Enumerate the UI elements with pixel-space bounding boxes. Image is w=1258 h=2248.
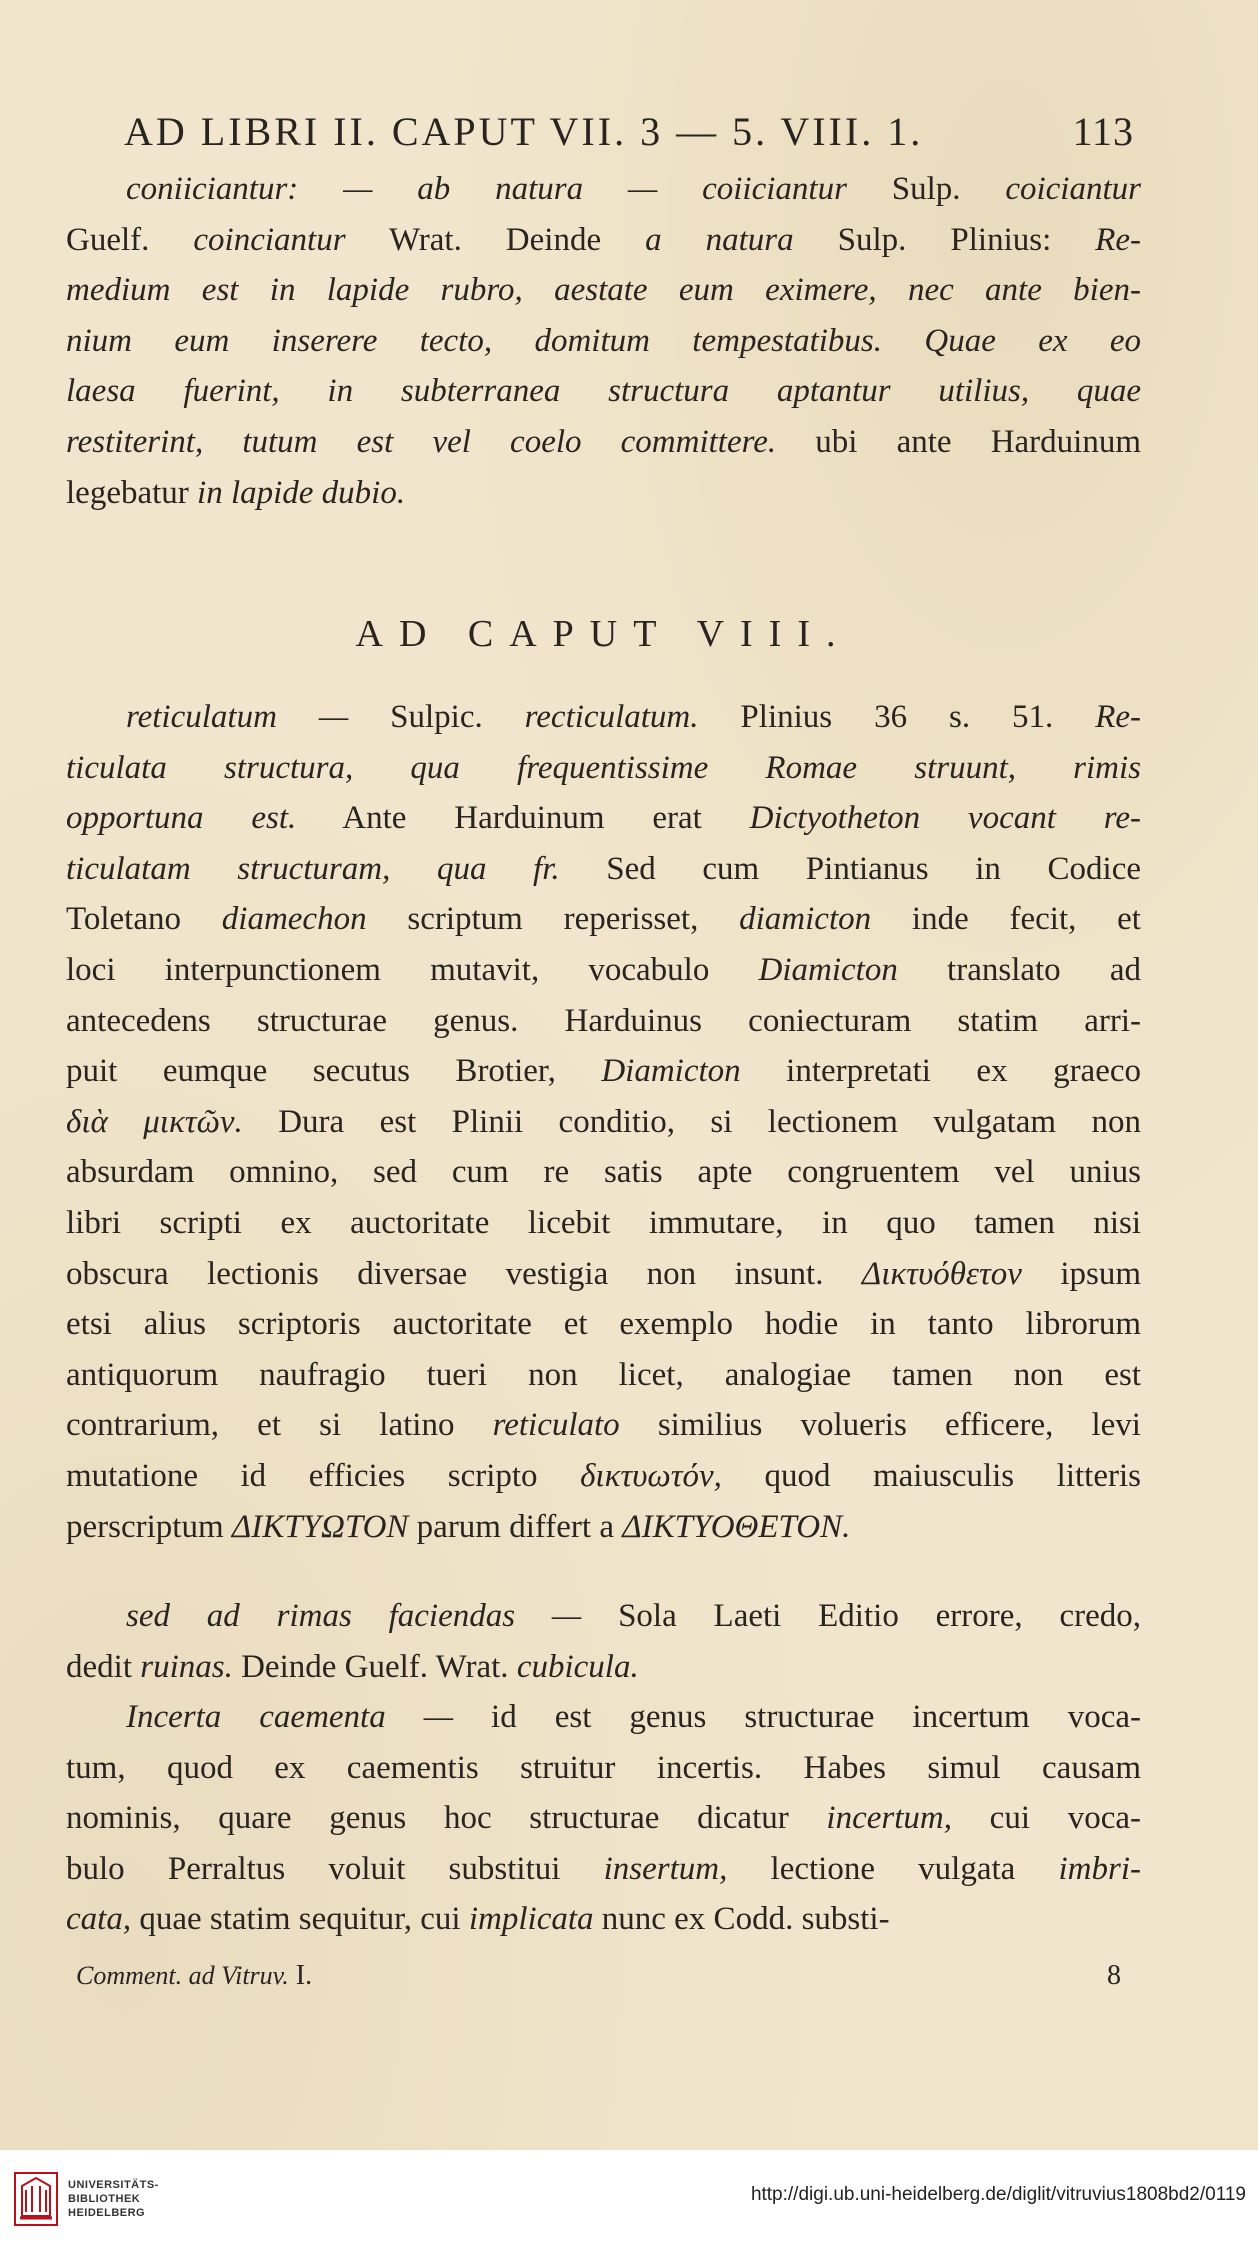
library-name [68,2178,159,2220]
paragraph-incerta-caementa [66,1692,1141,1945]
italic-text: in lapide dubio. [197,474,406,511]
text-line [66,316,1141,367]
italic-text: diamicton [739,901,872,938]
italic-text: Δικτυόθετον [861,1255,1022,1292]
page-content [66,0,1146,2150]
library-name-line3: HEIDELBERG [68,2207,146,2219]
roman-text: inde fecit, et [871,901,1141,938]
italic-text: ruinas. [140,1648,233,1685]
roman-text: absurdam omnino, sed cum re satis apte congruentem vel unius [66,1154,1141,1191]
italic-text: diamechon [221,901,367,938]
italic-text: δικτυωτόν, [580,1457,722,1494]
italic-text: Incerta caementa — [126,1699,454,1735]
text-line [66,1844,1141,1895]
roman-text: loci interpunctionem mutavit, vocabulo [66,951,759,988]
italic-text: διὰ μικτῶν. [66,1103,243,1140]
text-line [66,265,1141,316]
italic-text: Diamicton [758,951,898,988]
library-footer-bar [0,2150,1258,2248]
roman-text: puit eumque secutus Brotier, [66,1053,602,1090]
roman-text: Guelf. [66,221,194,258]
italic-text: ticulatam structuram, qua fr. [66,850,560,887]
text-line [66,1743,1141,1794]
text-line [66,1642,1141,1693]
text-line [66,1591,1141,1642]
library-seal-icon [14,2172,58,2226]
roman-text: legebatur [66,474,198,511]
italic-text: insertum, [603,1850,728,1887]
roman-text: Deinde Guelf. Wrat. [232,1648,517,1685]
roman-text: antecedens structurae genus. Harduinus coniecturam statim arri- [66,1002,1141,1039]
roman-text: quod maiusculis litteris [721,1457,1141,1494]
signature-line [76,1960,312,1992]
signature-italic: Comment. ad Vitruv. [76,1961,289,1990]
roman-text: translato ad [897,951,1142,988]
text-line [66,1894,1141,1945]
roman-text: Ante Harduinum erat [296,800,750,837]
library-name-line2: BIBLIOTHEK [68,2193,141,2205]
roman-text: Sulpic. [348,699,525,735]
roman-text: bulo Perraltus voluit substitui [66,1850,604,1887]
italic-text: cubicula. [516,1648,639,1685]
roman-text: Wrat. Deinde [345,221,646,258]
roman-text: obscura lectionis diversae vestigia non insunt. [66,1255,862,1292]
text-line [66,743,1141,794]
paragraph-reticulatum [66,692,1141,1552]
source-url-link[interactable]: http://digi.ub.uni-heidelberg.de/diglit/vitruvius1808bd2/0119 [750,2184,1246,2205]
italic-text: imbri- [1058,1850,1142,1887]
roman-text: antiquorum naufragio tueri non licet, analogiae tamen non est [66,1356,1141,1393]
italic-text: reticulato [492,1407,620,1444]
text-line [66,215,1141,266]
roman-text: Toletano [66,901,222,938]
italic-text: implicata [468,1901,594,1938]
page-number: 113 [1072,109,1134,154]
italic-text: a natura [645,221,794,258]
roman-text: scriptum reperisset, [366,901,740,938]
text-line [66,996,1141,1047]
text-line [66,1147,1141,1198]
roman-text: Sed cum Pintianus in Codice [559,850,1141,887]
roman-text: ubi ante Harduinum [776,423,1142,460]
roman-text: lectione vulgata [727,1850,1059,1887]
text-line [66,894,1141,945]
italic-text: coiciantur [1005,171,1141,207]
italic-text: nium eum inserere tecto, domitum tempestatibus. Quae ex eo [66,322,1141,359]
roman-text: tum, quod ex caementis struitur incertis. Habes simul causam [66,1749,1141,1786]
page-footer [76,1960,1121,1992]
text-line [66,1198,1141,1249]
text-line [66,692,1141,743]
section-title: AD CAPUT VIII. [355,613,852,655]
roman-text: Sulp. Plinius: [793,221,1096,258]
library-name-line1: UNIVERSITÄTS- [68,2179,159,2191]
text-line [66,945,1141,996]
italic-text: Dictyotheton vocant re- [749,800,1141,837]
roman-text: nominis, quare genus hoc structurae dicatur [66,1800,827,1837]
roman-text: interpretati ex graeco [740,1053,1141,1090]
text-line [66,1692,1141,1743]
italic-text: recticulatum. [524,699,699,735]
text-line [66,1400,1141,1451]
italic-text: ΔΙΚΤΥΟΘΕΤΟΝ. [622,1508,851,1545]
roman-text: dedit [66,1648,141,1685]
text-line [66,1451,1141,1502]
italic-text: opportuna est. [66,800,297,837]
text-line [66,1046,1141,1097]
italic-text: reticulatum — [126,699,349,735]
text-line [66,468,1141,519]
signature-volume: I. [295,1960,313,1991]
italic-text: Re- [1095,699,1142,735]
text-line [66,1350,1141,1401]
roman-text: similius volueris efficere, levi [619,1407,1141,1444]
italic-text: medium est in lapide rubro, aestate eum eximere, nec ante bien- [66,272,1141,309]
text-line [66,417,1141,468]
text-line [66,164,1141,215]
text-line [66,366,1141,417]
signature-mark: 8 [1107,1960,1121,1991]
roman-text: parum differt a [408,1508,623,1545]
roman-text: Sola Laeti Editio errore, credo, [581,1598,1141,1634]
text-line [66,1793,1141,1844]
italic-text: Re- [1095,221,1142,258]
italic-text: coinciantur [193,221,346,258]
roman-text: quae statim sequitur, cui [131,1901,469,1938]
running-head [124,108,1134,155]
italic-text: incertum, [826,1800,952,1837]
text-line [66,793,1141,844]
roman-text: libri scripti ex auctoritate licebit immutare, in quo tamen nisi [66,1204,1141,1241]
running-title: AD LIBRI II. CAPUT VII. 3 — 5. VIII. 1. [124,109,924,154]
italic-text: sed ad rimas faciendas — [126,1598,582,1634]
italic-text: cata, [66,1901,132,1938]
roman-text: ipsum [1021,1255,1141,1292]
italic-text: restiterint, tutum est vel coelo committere. [66,423,777,460]
text-line [66,1299,1141,1350]
italic-text: laesa fuerint, in subterranea structura aptantur utilius, quae [66,373,1141,410]
roman-text: Dura est Plinii conditio, si lectionem vulgatam non [242,1103,1141,1140]
library-logo[interactable] [14,2172,159,2226]
roman-text: contrarium, et si latino [66,1407,493,1444]
text-line [66,844,1141,895]
roman-text: Sulp. [846,171,1006,207]
italic-text: Diamicton [601,1053,741,1090]
roman-text: mutatione id efficies scripto [66,1457,581,1494]
italic-text: coniiciantur: — ab natura — coiiciantur [126,171,847,207]
roman-text: nunc ex Codd. substi- [593,1901,890,1938]
text-line [66,1502,1141,1553]
roman-text: cui voca- [951,1800,1141,1837]
text-line [66,1097,1141,1148]
roman-text: perscriptum [66,1508,232,1545]
italic-text: ticulata structura, qua frequentissime Romae struunt, rimis [66,749,1141,786]
roman-text: Plinius 36 s. 51. [698,699,1096,735]
italic-text: ΔΙΚΤΥΩΤΟΝ [231,1508,409,1545]
text-line [66,1249,1141,1300]
paragraph-rimas [66,1591,1141,1692]
paragraph-plinius-remedium [66,164,1141,518]
roman-text: etsi alius scriptoris auctoritate et exemplo hodie in tanto librorum [66,1306,1141,1343]
roman-text: id est genus structurae incertum voca- [453,1699,1141,1735]
